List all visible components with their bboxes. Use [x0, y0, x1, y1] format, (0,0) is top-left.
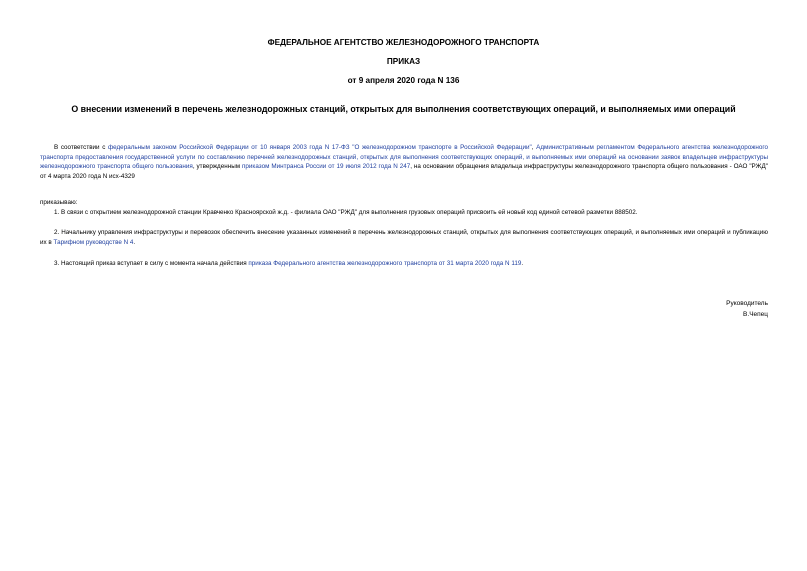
order-item-2 — [40, 228, 768, 247]
item2-text-2: . — [133, 238, 136, 246]
order-item-1: 1. В связи с открытием железнодорожной станции Кравченко Красноярской ж.д. - филиала ОАО "РЖД" для выполнения грузовых операций присвоить ей новый код единой сетевой разметки 888502. — [54, 209, 638, 216]
document-date-number: от 9 апреля 2020 года N 136 — [347, 76, 460, 85]
document-type: ПРИКАЗ — [386, 57, 421, 66]
mintrans-order-link[interactable]: приказом Минтранса России от 19 июля 2012 года N 247 — [242, 163, 411, 171]
federal-law-link[interactable]: федеральным законом Российской Федерации от 10 января 2003 года N 17-ФЗ "О железнодорожном транспорте в Российской Федерации" — [107, 144, 532, 151]
admin-regulation-link[interactable]: Административным регламентом Федерального агентства железнодорожного транспорта предоставления государственной услуги по составлению перечней железнодорожных станций, открытых для выполнения соответствующих операций, и выполняемых ими операций на основании заявок владельцев инфраструктуры железнодорожного транспорта общего пользования — [40, 144, 769, 171]
agency-name: ФЕДЕРАЛЬНОЕ АГЕНТСТВО ЖЕЛЕЗНОДОРОЖНОГО ТРАНСПОРТА — [267, 38, 540, 47]
intro-text-1: В соответствии с — [54, 144, 108, 151]
item2-text-1: 2. Начальнику управления инфраструктуры и перевозок обеспечить внесение указанных изменений в перечень железнодорожных станций, открытых для выполнения соответствующих операций, и выполняемых ими операций и публикацию их в — [40, 229, 768, 246]
intro-text-3: , утвержденным — [192, 163, 242, 171]
item3-text-1: 3. Настоящий приказ вступает в силу с момента начала действия — [54, 260, 249, 267]
intro-text-4: , на основании обращения владельца инфраструктуры железнодорожного транспорта общего пользования - ОАО "РЖД" от 4 марта 2020 года N исх-4329 — [40, 163, 768, 181]
tariff-guide-link[interactable]: Тарифном руководстве N 4 — [53, 238, 134, 246]
intro-text-2: , — [531, 144, 537, 151]
signatory-position: Руководитель — [726, 300, 768, 307]
order-item-3 — [40, 259, 768, 269]
document-title: О внесении изменений в перечень железнодорожных станций, открытых для выполнения соответствующих операций, и выполняемых ими операций — [71, 104, 736, 114]
decree-word: приказываю: — [40, 199, 78, 206]
intro-paragraph — [40, 143, 768, 182]
signatory-name: В.Чепец — [743, 311, 768, 318]
agency-order-119-link[interactable]: приказа Федерального агентства железнодорожного транспорта от 31 марта 2020 года N 119 — [248, 260, 522, 267]
item3-text-2: . — [521, 260, 524, 267]
